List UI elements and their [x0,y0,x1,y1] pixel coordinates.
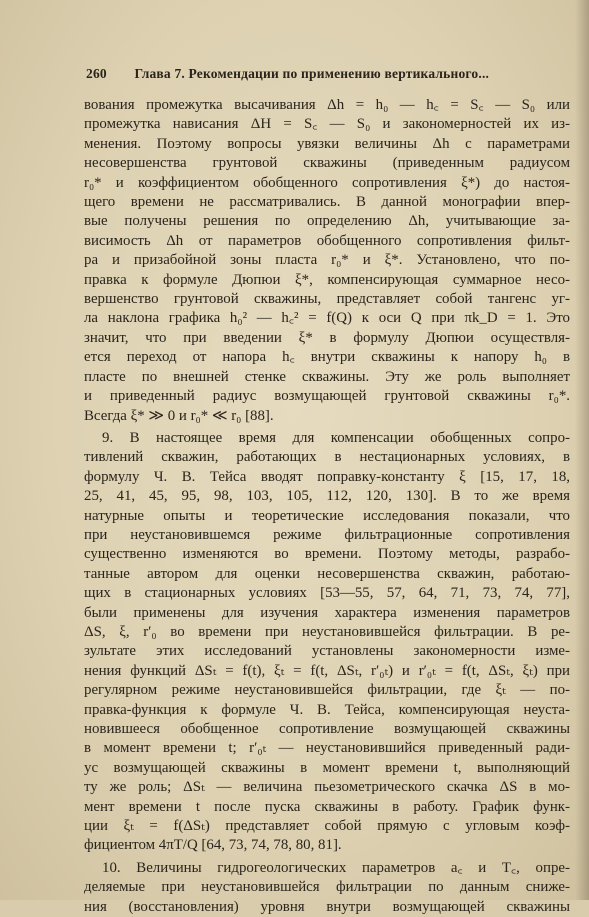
running-header [86,66,526,82]
text-line: ния (восстановления) уровня внутри возмущающей скважины [84,898,570,915]
text-line: нения функций ΔSₜ = f(t), ξₜ = f(t, ΔSₜ, r′₀ₜ) и r′₀ₜ = f(t, ΔSₜ, ξₜ) при [84,662,570,679]
text-line: вования промежутка высачивания Δh = h₀ — h꜀ = S꜀ — S₀ или [84,97,570,113]
text-line: значит, что при введении ξ* в формулу Дюпюи осуществля- [84,329,570,346]
text-line: регулярном режиме неустановившейся фильтрации, где ξₜ — по- [84,682,570,699]
text-line: ции ξₜ = f(ΔSₜ) представляет собой прямую с угловым коэф- [84,818,570,835]
body-text [84,96,570,917]
text-line: натурные опыты и теоретические исследования показали, что [84,507,570,524]
text-line: вые получены решения по определению Δh, учитывающие за- [84,213,570,230]
text-line: ус возмущающей скважины в момент времени t, выполняющий [84,759,570,776]
text-line: r₀* и коэффициентом обобщенного сопротивления ξ*) до настоя- [84,174,570,191]
text-line: 9. В настоящее время для компенсации обобщенных сопро- [102,429,570,446]
text-line: щих в стационарных условиях [53—55, 57, 64, 71, 73, 74, 77], [84,585,570,602]
text-line: промежутка нависания ΔH = S꜀ — S₀ и закономерностей их из- [84,116,570,133]
text-line: тивлений скважин, работающих в нестационарных условиях, в [84,449,570,466]
text-line: 25, 41, 45, 95, 98, 103, 105, 112, 120, 130]. В то же время [84,488,570,505]
text-line: формулу Ч. В. Тейса вводят поправку-константу ξ [15, 17, 18, [84,468,570,485]
text-line: висимость Δh от параметров обобщенного сопротивления фильт- [84,232,570,249]
text-line: ту же роль; ΔSₜ — величина пьезометрического скачка ΔS в мо- [84,779,570,796]
text-line: вершенство грунтовой скважины, представляет собой тангенс уг- [84,291,570,308]
text-line: в момент времени t; r′₀ₜ — неустановившийся приведенный ради- [84,740,570,757]
text-line: новившееся обобщенное сопротивление возмущающей скважины [84,721,570,737]
text-line: Всегда ξ* ≫ 0 и r₀* ≪ r₀ [88]. [84,407,274,424]
text-line: деляемые при неустановившейся фильтрации по данным сниже- [84,879,570,896]
text-line: были применены для изучения характера изменения параметров [84,604,570,621]
text-line: щего времени не рассматривались. В данной монографии впер- [84,194,570,211]
page-number: 260 [86,66,107,81]
text-line: при неустановившемся режиме фильтрационные сопротивления [84,526,570,543]
text-line: мент времени t после пуска скважины в работу. График функ- [84,798,570,815]
text-line: правка к формуле Дюпюи ξ*, компенсирующая суммарное несо- [84,271,570,288]
text-line: несовершенства грунтовой скважины (приведенным радиусом [84,155,570,172]
text-line: существенно изменяются во времени. Поэтому методы, разрабо- [84,546,570,563]
text-line: ется переход от напора h꜀ внутри скважины к напору h₀ в [84,349,570,366]
text-line: правка-функция к формуле Ч. В. Тейса, компенсирующая неуста- [84,701,570,718]
text-line: менения. Поэтому вопросы увязки величины Δh с параметрами [84,135,570,152]
text-line: танные автором для оценки несовершенства скважин, работаю- [84,565,570,582]
text-line: фициентом 4πT/Q [64, 73, 74, 78, 80, 81]. [84,837,342,854]
text-line: и приведенный радиус возмущающей грунтовой скважины r₀*. [84,388,570,405]
text-line: 10. Величины гидрогеологических параметров a꜀ и T꜀, опре- [102,859,570,876]
text-line: ла наклона графика h₀² — h꜀² = f(Q) к оси Q при πk_D = 1. Это [84,310,570,327]
chapter-title: Глава 7. Рекомендации по применению вертикального... [134,66,490,81]
text-line: ΔS, ξ, r′₀ во времени при неустановившейся фильтрации. В ре- [84,623,570,640]
page-edge-shadow [575,0,589,900]
text-line: зультате этих исследований установлены закономерности изме- [84,643,570,660]
text-line: пласте по внешней стенке скважины. Эту же роль выполняет [84,368,570,385]
text-line: ра и призабойной зоны пласта r₀* и ξ*. Установлено, что по- [84,252,570,269]
